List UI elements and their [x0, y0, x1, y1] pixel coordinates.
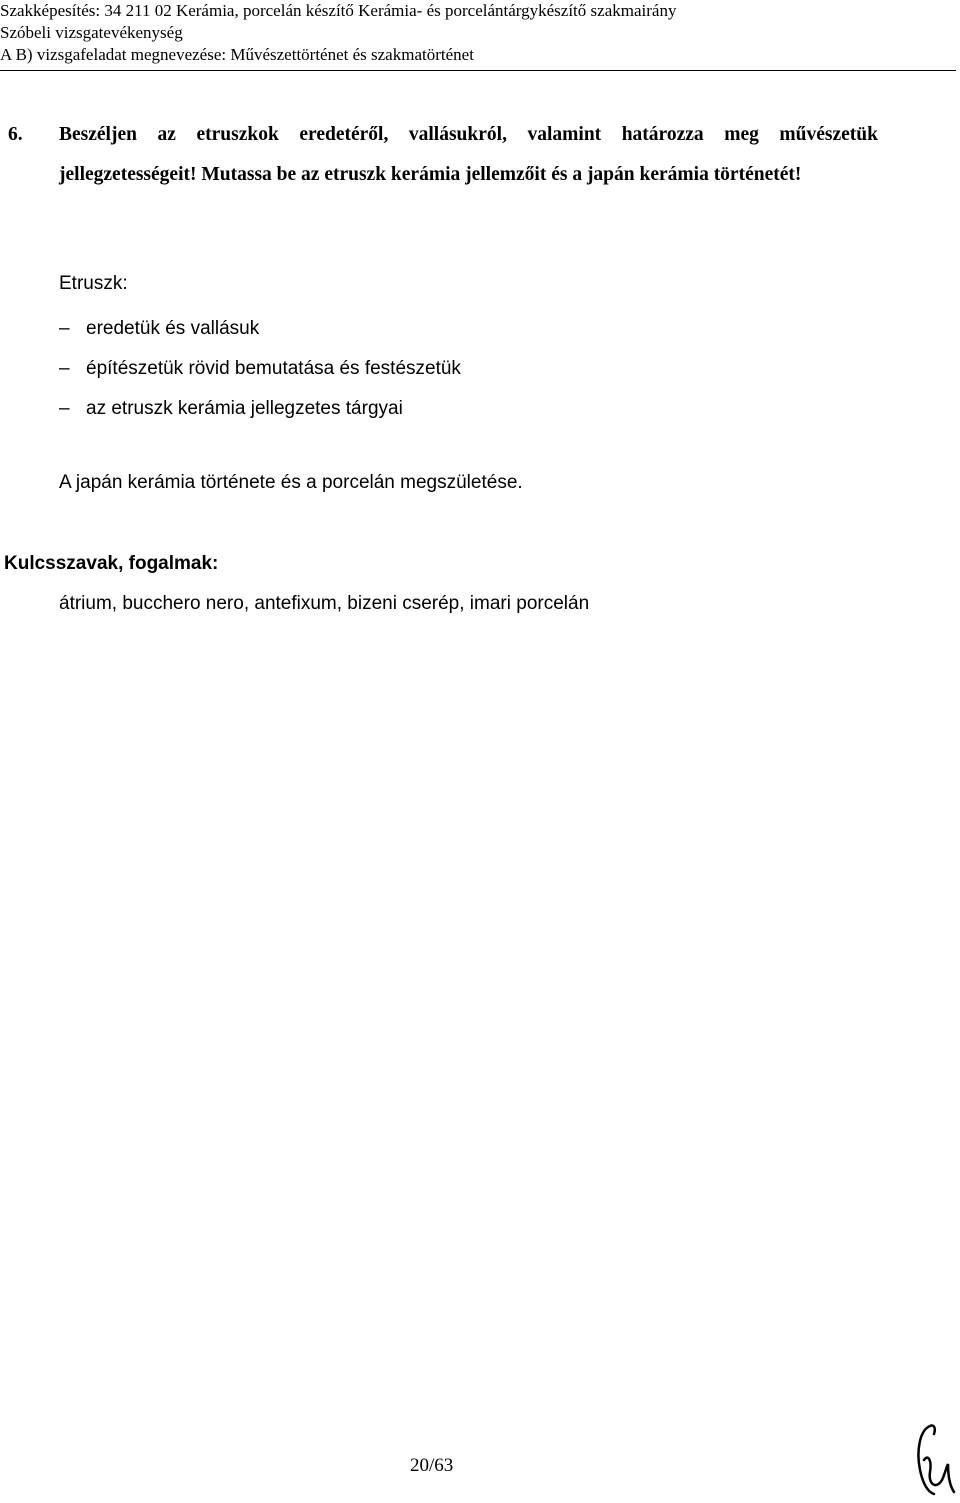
header-task-name: A B) vizsgafeladat megnevezése: Művészettörténet és szakmatörténet	[0, 45, 474, 64]
etruscan-topic-list	[59, 311, 461, 431]
list-item	[59, 311, 461, 351]
list-item	[59, 391, 461, 431]
signature-icon	[912, 1420, 956, 1500]
list-item-text: építészetük rövid bemutatása és festészetük	[86, 358, 461, 379]
question-number: 6.	[8, 124, 23, 145]
question-text: Beszéljen az etruszkok eredetéről, vallásukról, valamint határozza meg művészetük jellegzetességeit! Mutassa be az etruszk kerámia jellemzőit és a japán kerámia történetét!	[59, 124, 878, 185]
dash-bullet-icon: –	[59, 358, 70, 379]
document-header	[0, 0, 956, 71]
page-number: 20/63	[410, 1455, 454, 1476]
dash-bullet-icon: –	[59, 318, 70, 339]
dash-bullet-icon: –	[59, 398, 70, 419]
question-block	[8, 115, 878, 195]
keywords-list: átrium, bucchero nero, antefixum, bizeni cserép, imari porcelán	[59, 593, 590, 614]
header-activity: Szóbeli vizsgatevékenység	[0, 23, 183, 42]
japan-topic: A japán kerámia története és a porcelán megszületése.	[59, 472, 523, 493]
header-qualification: Szakképesítés: 34 211 02 Kerámia, porcelán készítő Kerámia- és porcelántárgykészítő szakmairány	[0, 1, 677, 20]
etruscan-label: Etruszk:	[59, 273, 128, 294]
keywords-title: Kulcsszavak, fogalmak:	[4, 553, 219, 574]
list-item	[59, 351, 461, 391]
list-item-text: eredetük és vallásuk	[86, 318, 260, 339]
list-item-text: az etruszk kerámia jellegzetes tárgyai	[86, 398, 403, 419]
